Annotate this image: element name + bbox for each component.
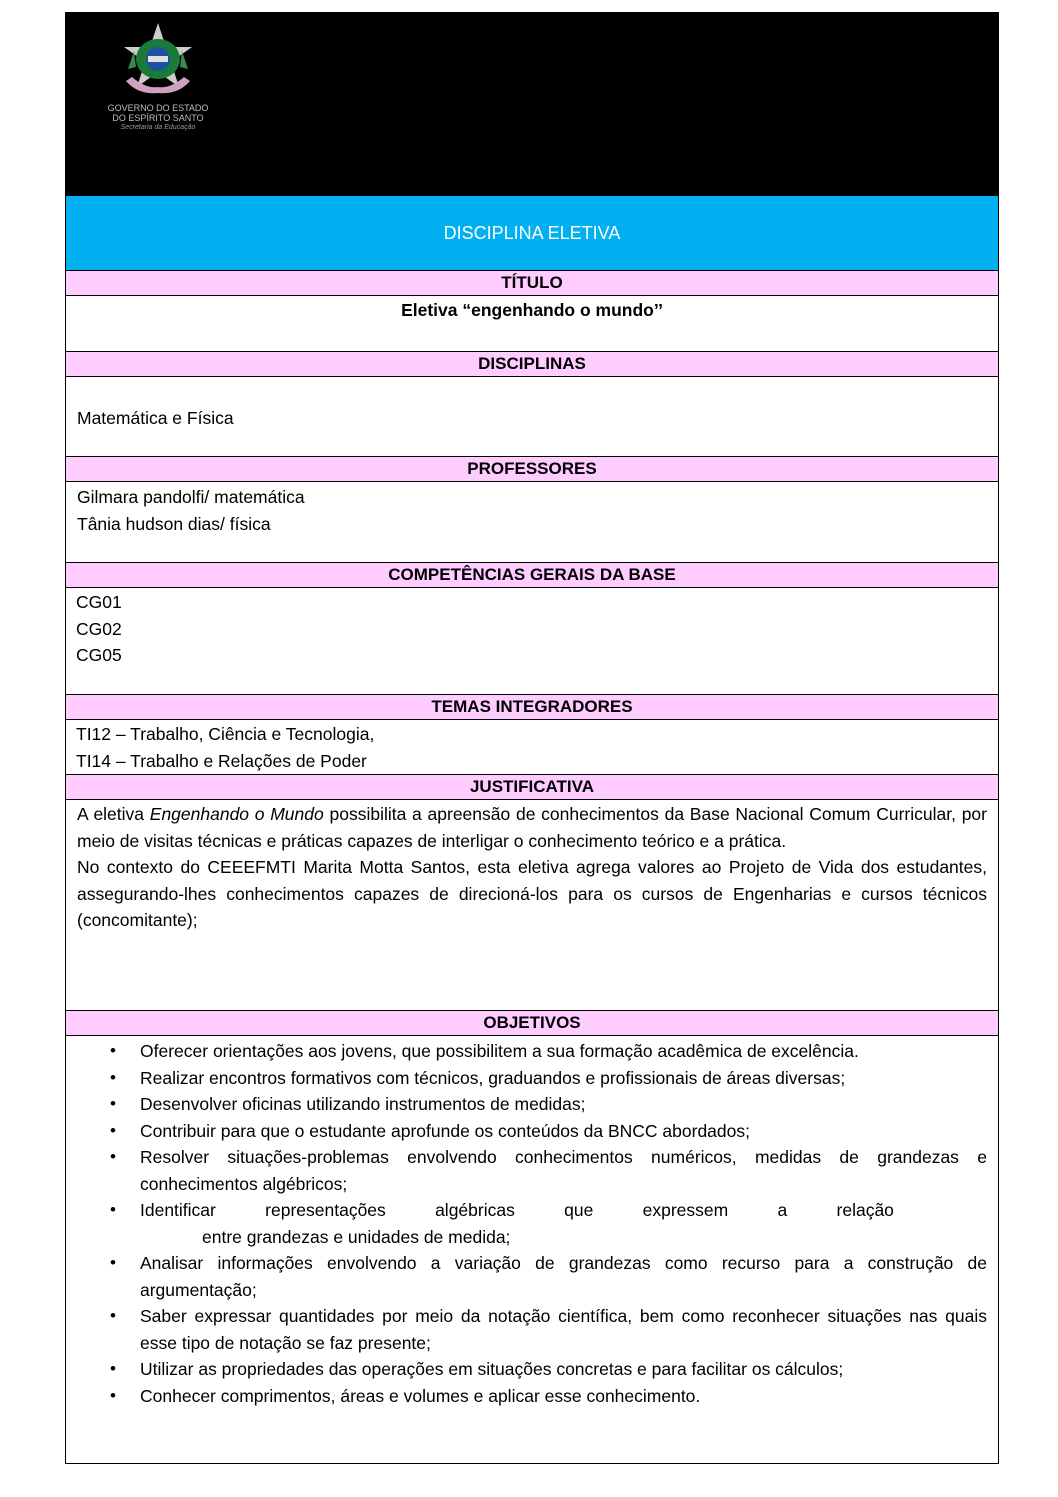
competencias-list [76, 589, 986, 669]
logo-line-3: Secretaria da Educação [120, 124, 196, 131]
disciplinas-text: Matemática e Física [77, 408, 234, 428]
justificativa-paragraph-1: A eletiva Engenhando o Mundo possibilita a apreensão de conhecimentos da Base Nacional Comum Curricular, por meio de visitas técnicas e práticas capazes de interligar o conhecimento teórico e a prática. [77, 804, 987, 851]
section-head-competencias: COMPETÊNCIAS GERAIS DA BASE [66, 562, 998, 588]
titulo-text: Eletiva “engenhando o mundo’’ [401, 300, 663, 320]
competencia-item: CG01 [76, 592, 122, 612]
tema-item: TI14 – Trabalho e Relações de Poder [76, 750, 367, 771]
section-head-objetivos: OBJETIVOS [66, 1010, 998, 1036]
objetivo-item: • Conhecer comprimentos, áreas e volumes e aplicar esse conhecimento. [66, 1383, 998, 1410]
temas-list [76, 721, 986, 774]
section-head-justificativa: JUSTIFICATIVA [66, 774, 998, 800]
objetivo-item: • Resolver situações-problemas envolvendo conhecimentos numéricos, medidas de grandezas e conhecimentos algébricos; [66, 1144, 998, 1197]
document-frame [65, 12, 999, 1464]
objetivo-item: • Utilizar as propriedades das operações em situações concretas e para facilitar os cálculos; [66, 1356, 998, 1383]
competencia-item: CG02 [76, 618, 122, 639]
professor-item: Tânia hudson dias/ física [77, 513, 271, 534]
government-logo [88, 21, 228, 146]
header-bar [66, 13, 998, 196]
justificativa-text [77, 801, 987, 934]
objetivo-item: • Oferecer orientações aos jovens, que possibilitem a sua formação acadêmica de excelência. [66, 1038, 998, 1065]
tema-item: TI12 – Trabalho, Ciência e Tecnologia, [76, 724, 375, 744]
coat-of-arms-icon [108, 21, 208, 101]
section-head-disciplinas: DISCIPLINAS [66, 351, 998, 377]
objetivo-item: • Contribuir para que o estudante aprofunde os conteúdos da BNCC abordados; [66, 1118, 998, 1145]
banner-title: DISCIPLINA ELETIVA [66, 196, 998, 270]
professores-list [77, 484, 987, 537]
eletiva-name: Engenhando o Mundo [149, 804, 324, 824]
objetivo-item: • Analisar informações envolvendo a variação de grandezas como recurso para a construção de argumentação; [66, 1250, 998, 1303]
logo-line-2: DO ESPÍRITO SANTO [112, 113, 204, 123]
objetivo-item: • Realizar encontros formativos com técnicos, graduandos e profissionais de áreas diversas; [66, 1065, 998, 1092]
justificativa-paragraph-2: No contexto do CEEEFMTI Marita Motta Santos, esta eletiva agrega valores ao Projeto de Vida dos estudantes, assegurando-lhes conhecimentos capazes de direcioná-los para os cursos de Engenharias e cursos técnicos (concomitante); [77, 857, 987, 930]
competencia-item: CG05 [76, 645, 122, 665]
objetivo-item: • Saber expressar quantidades por meio da notação científica, bem como reconhecer situações nas quais esse tipo de notação se faz presente; [66, 1303, 998, 1356]
section-head-professores: PROFESSORES [66, 456, 998, 482]
objetivo-item-6-line-2: entre grandezas e unidades de medida; [202, 1226, 511, 1247]
objetivos-list [66, 1038, 998, 1409]
logo-line-1: GOVERNO DO ESTADO [107, 103, 209, 113]
section-head-titulo: TÍTULO [66, 270, 998, 296]
objetivo-item [66, 1197, 998, 1250]
professor-item: Gilmara pandolfi/ matemática [77, 487, 305, 507]
section-head-temas: TEMAS INTEGRADORES [66, 694, 998, 720]
objetivo-item: • Desenvolver oficinas utilizando instrumentos de medidas; [66, 1091, 998, 1118]
objetivo-item-6-line-1: • Identificar representações algébricas que expressem a relação [140, 1200, 894, 1220]
